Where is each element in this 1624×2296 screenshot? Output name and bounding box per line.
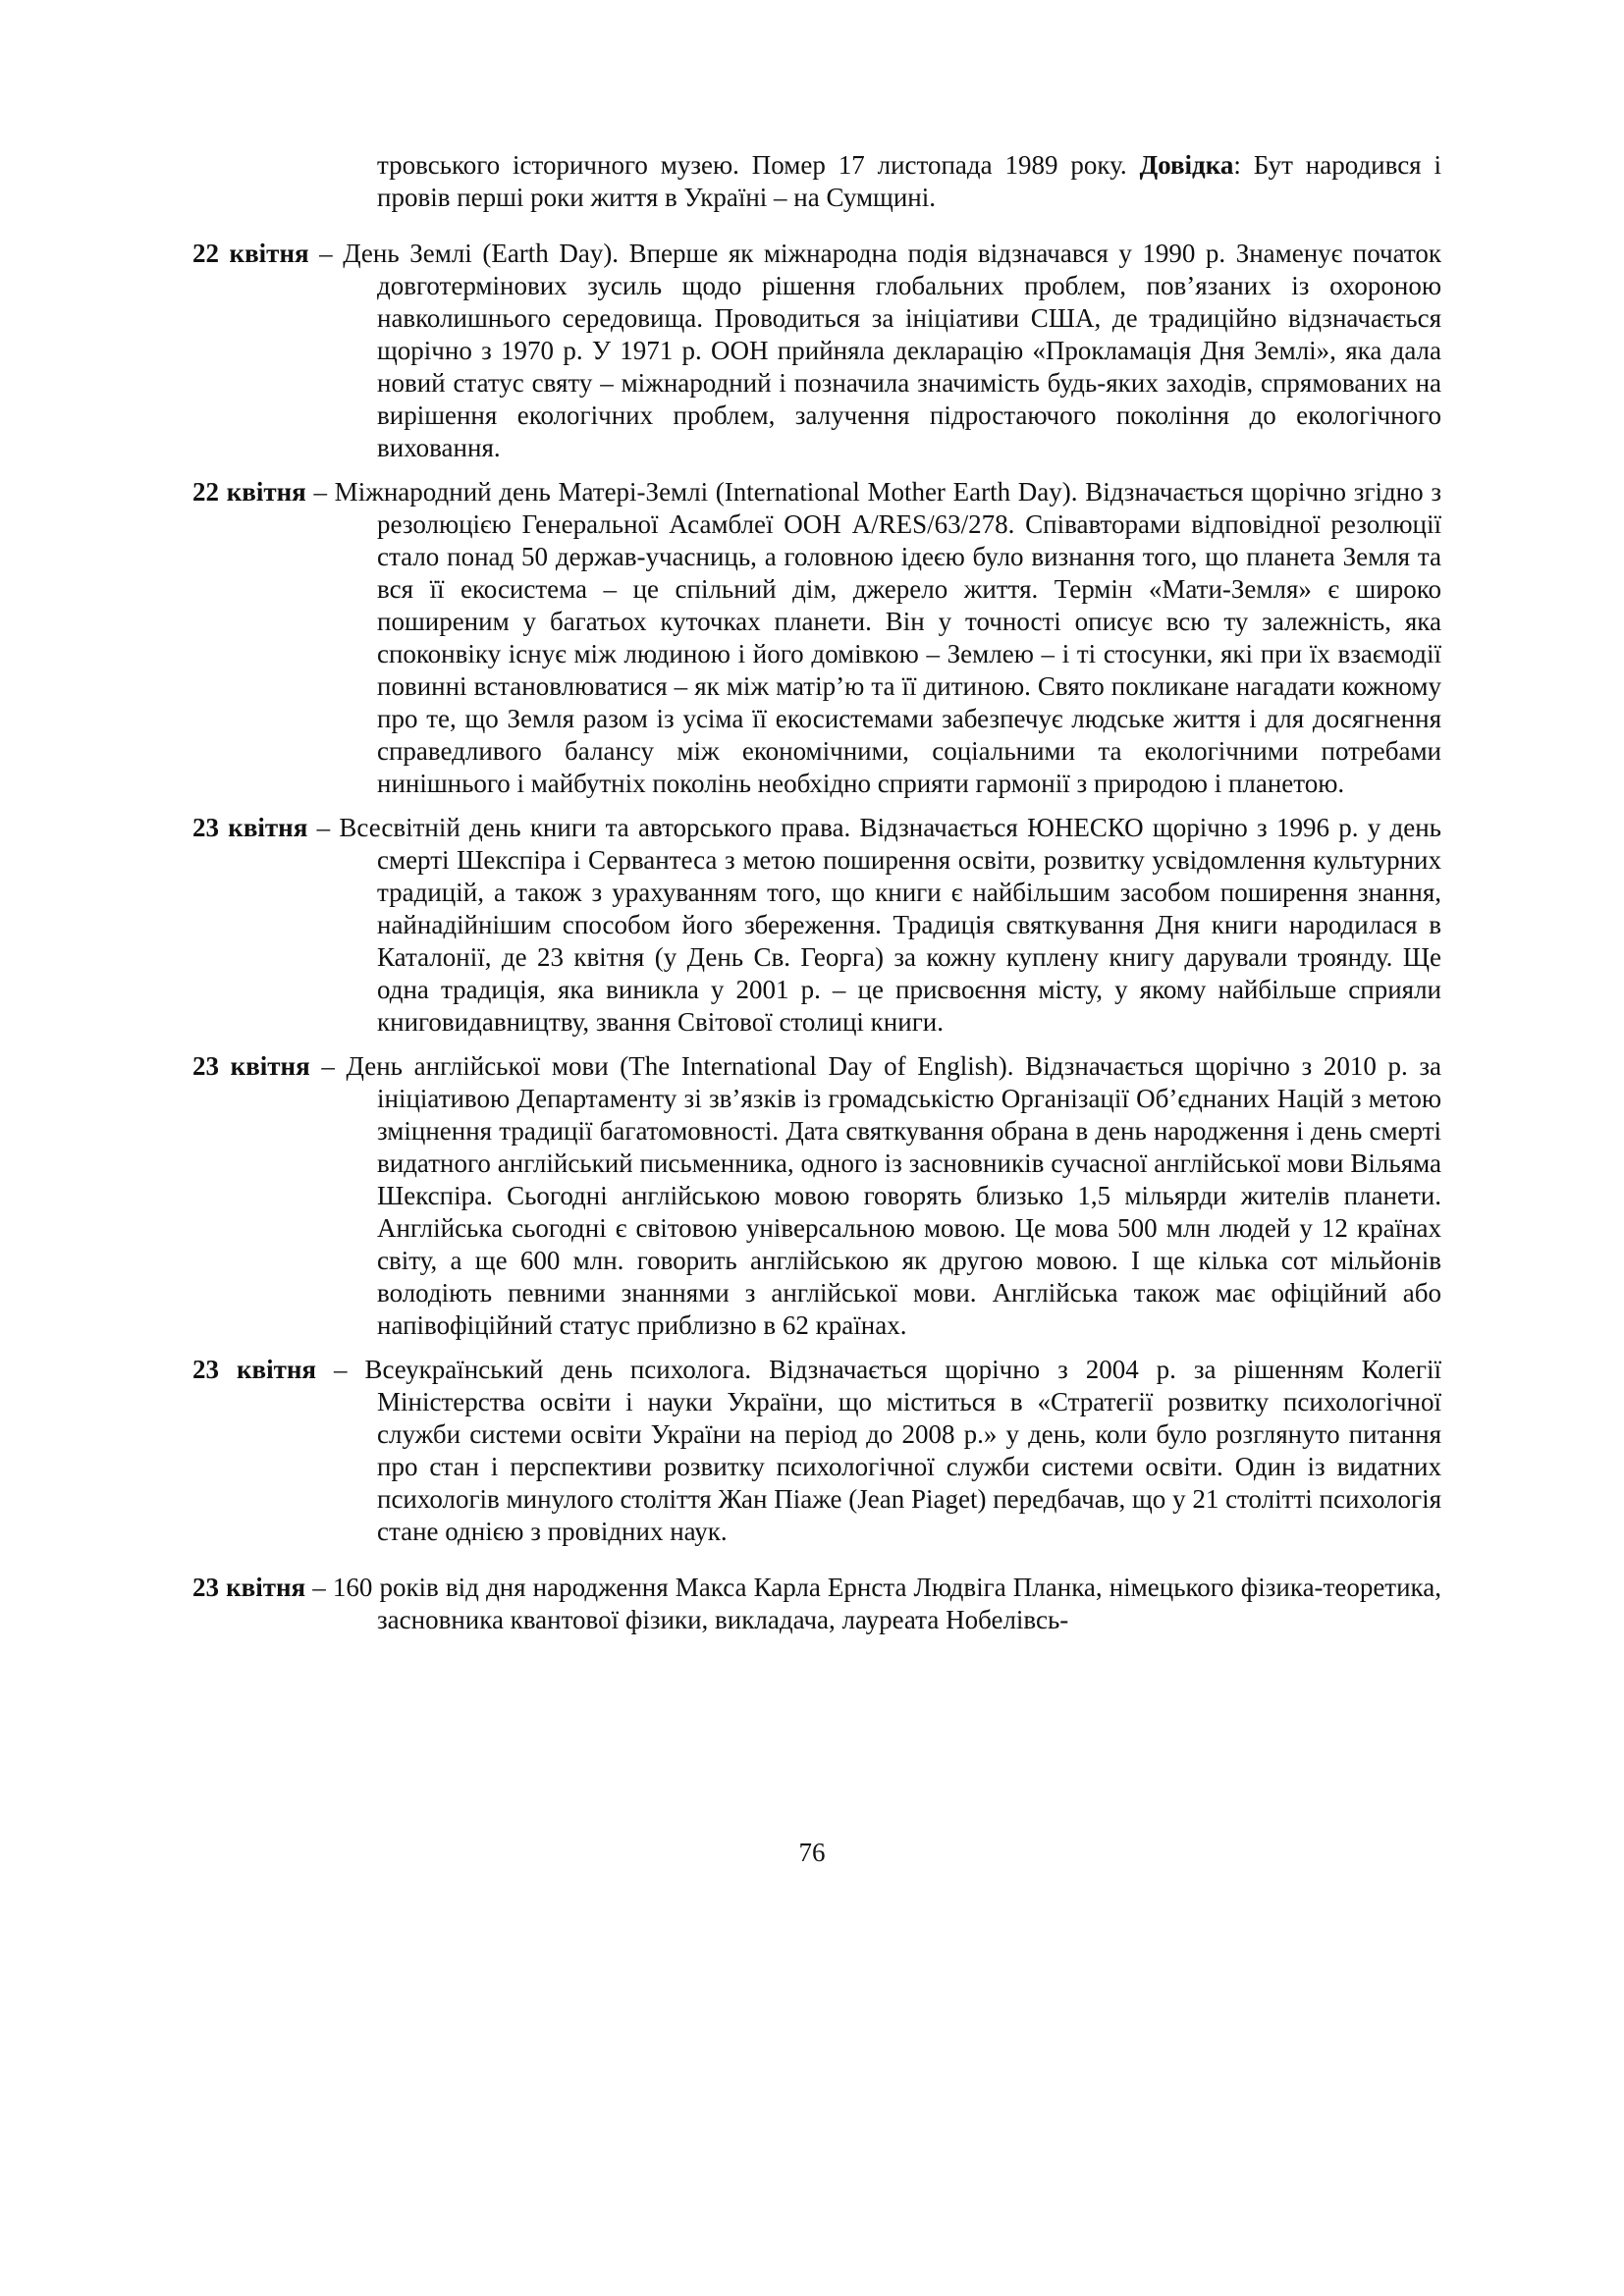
entry-date: 23 квітня	[192, 1051, 310, 1081]
entry-date: 22 квітня	[192, 477, 306, 507]
note-label: Довідка	[1139, 150, 1234, 180]
entry-text: – Всесвітній день книги та авторського права. Відзначається ЮНЕСКО щорічно з 1996 р. у день смерті Шекспіра і Сервантеса з метою поширення освіти, розвитку усвідомлення культурних традицій, а також з урахуванням того, що книги є найбільшим засобом поширення знання, найнадійнішим способом його збереження. Традиція святкування Дня книги народилася в Каталонії, де 23 квітня (у День Св. Георга) за кожну куплену книгу дарували троянду. Ще одна традиція, яка виникла у 2001 р. – це присвоєння місту, у якому найбільше сприяли книговидавництву, звання Світової столиці книги.	[307, 813, 1441, 1037]
calendar-entry	[192, 476, 1441, 800]
document-page	[192, 149, 1441, 1636]
entry-date: 23 квітня	[192, 1355, 317, 1384]
entry-text: – День англійської мови (The International Day of English). Відзначається щорічно з 2010 р. за ініціативою Департаменту зі зв’язків із громадськістю Організації Об’єднаних Націй з метою зміцнення традиції багатомовності. Дата святкування обрана в день народження і день смерті видатного англійський письменника, одного із засновників сучасної англійської мови Вільяма Шекспіра. Сьогодні англійською мовою говорять близько 1,5 мільярди жителів планети. Англійська сьогодні є світовою універсальною мовою. Це мова 500 млн людей у 12 країнах світу, а ще 600 млн. говорить англійською як другою мовою. І ще кілька сот мільйонів володіють певними знаннями з англійської мови. Англійська також має офіційний або напівофіційний статус приблизно в 62 країнах.	[309, 1051, 1441, 1340]
entry-text: – Всеукраїнський день психолога. Відзначається щорічно з 2004 р. за рішенням Колегії Міністерства освіти і науки України, що міститься в «Стратегії розвитку психологічної служби системи освіти України на період до 2008 р.» у день, коли було розглянуто питання про стан і перспективи розвитку психологічної служби системи освіти. Один із видатних психологів минулого століття Жан Піаже (Jean Piaget) передбачав, що у 21 столітті психологія стане однією з провідних наук.	[316, 1355, 1441, 1546]
entry-text: – 160 років від дня народження Макса Карла Ернста Людвіга Планка, німецького фізика-теоретика, засновника квантової фізики, викладача, лауреата Нобелівсь-	[305, 1573, 1442, 1634]
calendar-entry	[192, 812, 1441, 1039]
page-number: 76	[798, 1838, 826, 1867]
calendar-entry	[192, 238, 1441, 464]
calendar-entry	[192, 1050, 1441, 1342]
entry-date: 23 квітня	[192, 1573, 306, 1602]
entry-text: – День Землі (Earth Day). Вперше як міжнародна подія відзначався у 1990 р. Знаменує початок довготермінових зусиль щодо рішення глобальних проблем, пов’язаних із охороною навколишнього середовища. Проводиться за ініціативи США, де традиційно відзначається щорічно з 1970 р. У 1971 р. ООН прийняла декларацію «Прокламація Дня Землі», яка дала новий статус святу – міжнародний і позначила значимість будь-яких заходів, спрямованих на вирішення екологічних проблем, залучення підростаючого покоління до екологічного виховання.	[308, 239, 1441, 462]
intro-text-a: тровського історичного музею. Помер 17 листопада 1989 року.	[377, 150, 1140, 180]
calendar-entry	[192, 1572, 1441, 1636]
entry-date: 23 квітня	[192, 813, 308, 842]
intro-text-b: : Бут народився і провів перші роки життя в Україні – на Сумщині.	[377, 150, 1441, 212]
calendar-entry	[192, 1354, 1441, 1548]
intro-paragraph	[377, 149, 1441, 214]
entry-date: 22 квітня	[192, 239, 309, 268]
entry-text: – Міжнародний день Матері-Землі (International Mother Earth Day). Відзначається щорічно згідно з резолюцією Генеральної Асамблеї ООН A/RES/63/278. Співавторами відповідної резолюції стало понад 50 держав-учасниць, а головною ідеєю було визнання того, що планета Земля та вся її екосистема – це спільний дім, джерело життя. Термін «Мати-Земля» є широко поширеним у багатьох куточках планети. Він у точності описує всю ту залежність, яка споконвіку існує між людиною і його домівкою – Землею – і ті стосунки, які при їх взаємодії повинні встановлюватися – як між матір’ю та її дитиною. Свято покликане нагадати кожному про те, що Земля разом із усіма її екосистемами забезпечує людське життя і для досягнення справедливого балансу між економічними, соціальними та екологічними потребами нинішнього і майбутніх поколінь необхідно сприяти гармонії з природою і планетою.	[305, 477, 1442, 798]
